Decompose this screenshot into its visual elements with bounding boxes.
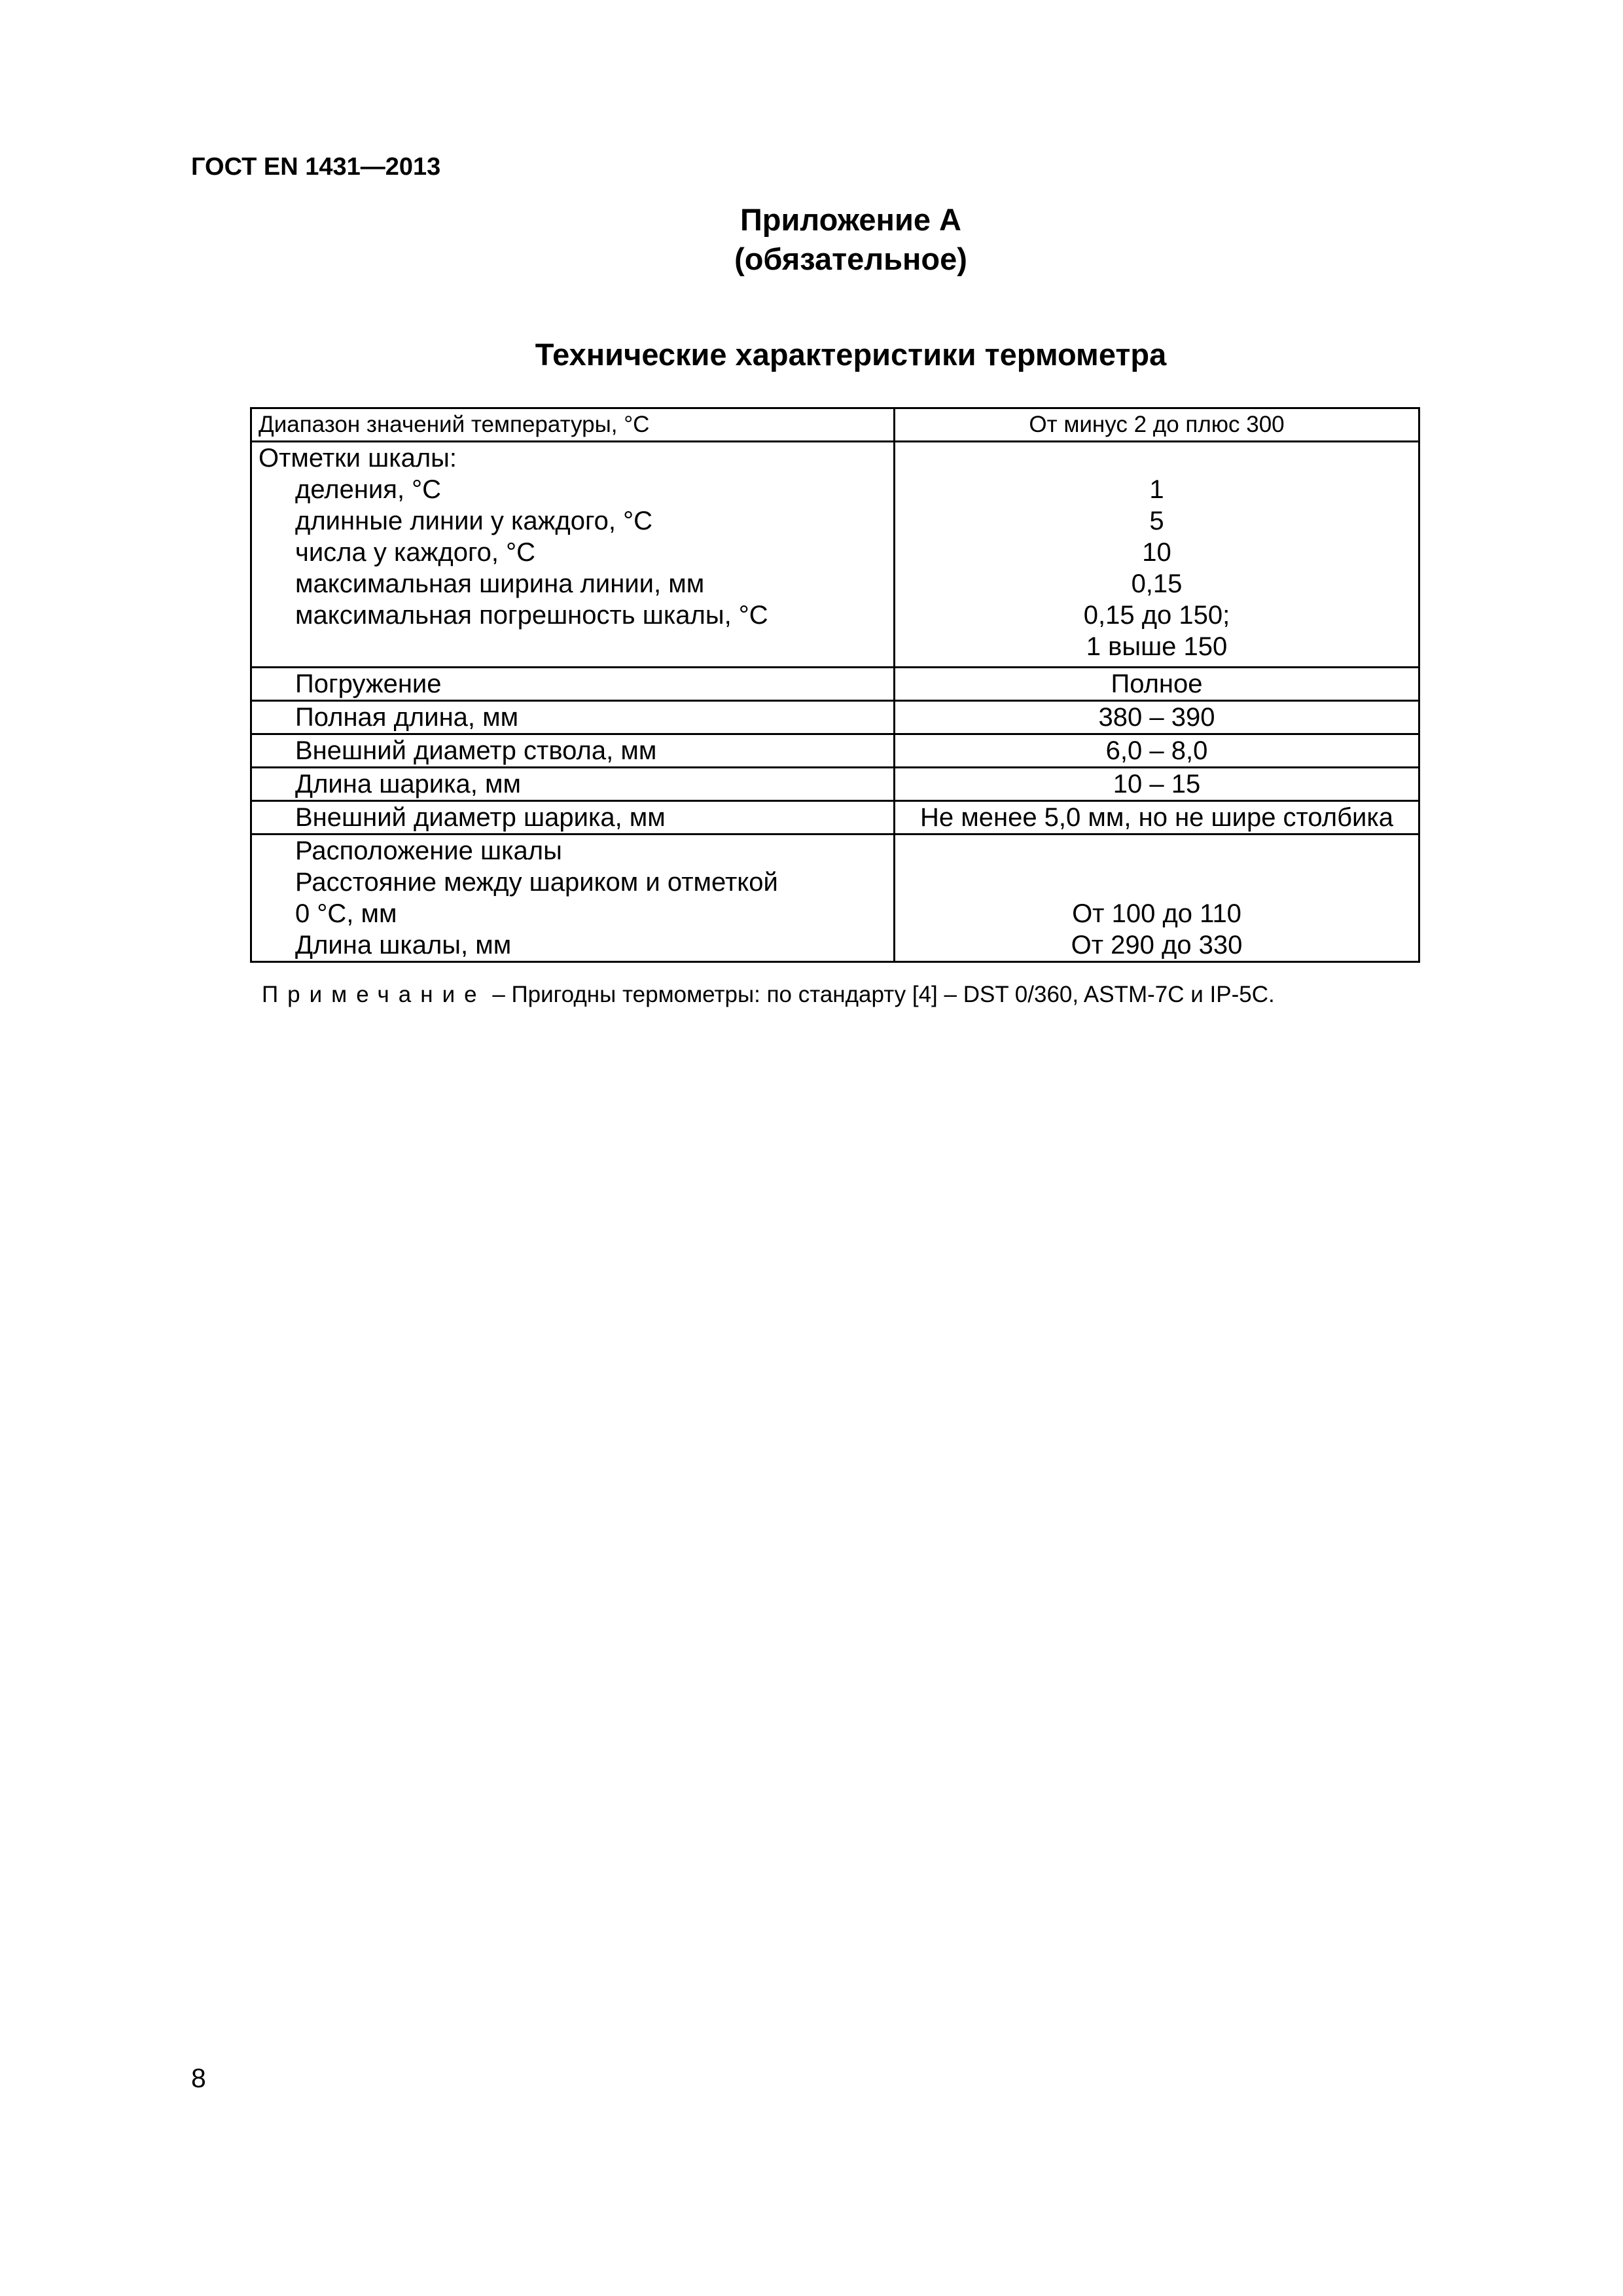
table-row: [251, 668, 1419, 701]
param-line: длинные линии у каждого, °С: [295, 507, 653, 535]
value-cell: 380 – 390: [895, 701, 1419, 734]
param-line: 0 °С, мм: [295, 899, 397, 928]
value-line: 5: [1149, 507, 1164, 535]
value-cell: 10 – 15: [895, 768, 1419, 801]
param-line: максимальная погрешность шкалы, °С: [295, 601, 768, 630]
value-cell: От минус 2 до плюс 300: [895, 408, 1419, 442]
value-line: 1: [1149, 475, 1164, 504]
table-row: [251, 768, 1419, 801]
group-label: Отметки шкалы:: [259, 444, 457, 473]
annex-title: Приложение А: [740, 202, 961, 237]
param-line: Внешний диаметр ствола, мм: [295, 736, 657, 765]
note-text: – Пригодны термометры: по стандарту [4] – DST 0/360, ASTM-7C и IP-5C.: [486, 982, 1275, 1007]
table-row: [251, 734, 1419, 768]
value-line: 1 выше 150: [1086, 632, 1228, 661]
value-cell: [895, 834, 1419, 962]
value-cell: Не менее 5,0 мм, но не шире столбика: [895, 801, 1419, 834]
section-title: Технические характеристики термометра: [535, 337, 1167, 372]
table-row: [251, 801, 1419, 834]
param-cell: [251, 834, 895, 962]
param-line: Длина шарика, мм: [295, 770, 521, 798]
param-line: числа у каждого, °С: [295, 538, 536, 567]
param-line: Полная длина, мм: [295, 703, 519, 732]
value-line: От 100 до 110: [1072, 899, 1241, 928]
table-row: [251, 701, 1419, 734]
table-note: [262, 982, 1275, 1008]
value-line: 10: [1142, 538, 1171, 567]
param-line: Длина шкалы, мм: [295, 931, 512, 960]
param-line: максимальная ширина линии, мм: [295, 569, 705, 598]
param-line: Расстояние между шариком и отметкой: [295, 868, 778, 897]
value-cell: [895, 442, 1419, 668]
param-line: Погружение: [295, 670, 442, 698]
specifications-table: [250, 407, 1420, 963]
table-row: [251, 408, 1419, 442]
value-line: От 290 до 330: [1071, 931, 1243, 960]
value-cell: Полное: [895, 668, 1419, 701]
param-line: Расположение шкалы: [295, 836, 562, 865]
note-label: Примечание: [262, 982, 486, 1007]
annex-subtitle: (обязательное): [734, 242, 967, 276]
param-cell: [251, 442, 895, 668]
document-code: ГОСТ EN 1431—2013: [191, 153, 441, 181]
table-row: [251, 442, 1419, 668]
table-row: [251, 834, 1419, 962]
value-line: 0,15: [1131, 569, 1183, 598]
page-number: 8: [191, 2063, 206, 2093]
value-line: 0,15 до 150;: [1083, 601, 1230, 630]
param-line: деления, °С: [295, 475, 442, 504]
param-cell: Диапазон значений температуры, °С: [251, 408, 895, 442]
value-cell: 6,0 – 8,0: [895, 734, 1419, 768]
param-line: Внешний диаметр шарика, мм: [295, 803, 666, 832]
